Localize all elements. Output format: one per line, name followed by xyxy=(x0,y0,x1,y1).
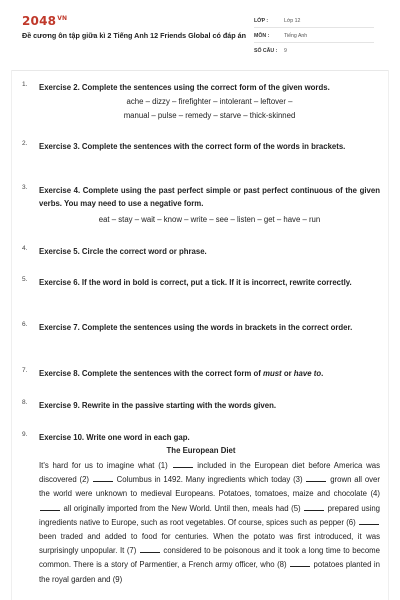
passage-segment: potatoes planted in the royal garden and (9) xyxy=(39,560,380,584)
exercise-instruction: Exercise 7. Complete the sentences using the words in brackets in the correct order. xyxy=(39,323,353,332)
passage-segment: It's hard for us to imagine what (1) xyxy=(39,461,172,470)
content-border-right xyxy=(388,70,389,600)
exercise-instruction: Exercise 10. Write one word in each gap. xyxy=(39,433,190,442)
meta-subject-value: Tiếng Anh xyxy=(284,33,308,39)
exercise-instruction: Exercise 2. Complete the sentences using the correct form of the given words. xyxy=(39,83,330,92)
document-title: Đề cương ôn tập giữa kì 2 Tiếng Anh 12 Friends Global có đáp án xyxy=(22,31,246,40)
gap-blank xyxy=(359,517,379,525)
item-number: 1. xyxy=(22,81,28,88)
keyword-have-to: have to xyxy=(293,369,322,378)
item-number: 6. xyxy=(22,321,28,328)
gap-blank xyxy=(140,545,160,553)
item-number: 8. xyxy=(22,399,28,406)
meta-divider xyxy=(254,42,374,43)
exercise-instruction: Exercise 5. Circle the correct word or phrase. xyxy=(39,247,207,256)
passage-segment: prepared using ingredients native to Europe, such as root vegetables. Of course, spices such as pepper (6) xyxy=(39,503,380,527)
logo-suffix: VN xyxy=(57,15,68,22)
passage-segment: included in the European diet before America was discovered (2) xyxy=(39,461,380,485)
passage-title: The European Diet xyxy=(166,446,236,455)
gap-blank xyxy=(306,474,326,482)
passage-segment: all originally imported from the New World. Until then, meals had (5) xyxy=(61,503,304,513)
item-number: 3. xyxy=(22,184,28,191)
meta-divider xyxy=(254,27,374,28)
passage-segment: been traded and added to food for centuries. When the potato was first introduced, it was surprisingly unpopular. It (7) xyxy=(39,532,380,556)
keyword-must: must xyxy=(263,369,282,378)
exercise-instruction: Exercise 9. Rewrite in the passive starting with the words given. xyxy=(39,401,277,410)
passage-text xyxy=(39,459,380,587)
meta-grade-key: LỚP : xyxy=(254,18,269,24)
site-logo[interactable] xyxy=(22,14,67,28)
document-header xyxy=(0,0,400,68)
gap-blank xyxy=(93,474,113,482)
header-divider xyxy=(12,70,388,71)
exercise-instruction xyxy=(39,367,380,380)
gap-blank xyxy=(173,460,193,468)
item-number: 2. xyxy=(22,140,28,147)
exercise-instruction: Exercise 6. If the word in bold is correct, put a tick. If it is incorrect, rewrite correctly. xyxy=(39,278,352,287)
exercise-instruction: Exercise 3. Complete the sentences with the correct form of the words in brackets. xyxy=(39,142,346,151)
logo-text: 2048 xyxy=(22,14,57,28)
item-number: 7. xyxy=(22,367,28,374)
gap-blank xyxy=(40,503,60,511)
passage-segment: Columbus in 1492. Many ingredients which today (3) xyxy=(113,475,306,485)
passage-segment: considered to be poisonous and it took a long time to become common. There is a story of Parmentier, a French army officer, who (8) xyxy=(39,546,380,570)
item-number: 4. xyxy=(22,245,28,252)
exercise-instruction: Exercise 4. Complete using the past perfect simple or past perfect continuous of the given verbs. You may need to use a negative form. xyxy=(39,186,380,208)
meta-subject-key: MÔN : xyxy=(254,33,270,39)
meta-count-value: 9 xyxy=(284,48,287,54)
gap-blank xyxy=(290,559,310,567)
gap-blank xyxy=(304,503,324,511)
instruction-text: . xyxy=(321,369,324,378)
word-bank-line: manual – pulse – remedy – starve – thick-skinned xyxy=(123,111,296,120)
word-bank-line: eat – stay – wait – know – write – see – listen – get – have – run xyxy=(98,215,321,224)
word-bank-line: ache – dizzy – firefighter – intolerant – leftover – xyxy=(126,97,293,106)
content-border-left xyxy=(11,70,12,600)
meta-count-key: SỐ CÂU : xyxy=(254,48,278,54)
passage-segment: grown all over the world were unknown to medieval Europeans. Potatoes, tomatoes, maize and chocolate (4) xyxy=(39,475,380,499)
item-number: 5. xyxy=(22,276,28,283)
meta-grade-value: Lớp 12 xyxy=(284,18,301,24)
item-number: 9. xyxy=(22,431,28,438)
instruction-text: Exercise 8. Complete the sentences with the correct form of xyxy=(39,369,264,378)
instruction-text: or xyxy=(281,369,294,378)
